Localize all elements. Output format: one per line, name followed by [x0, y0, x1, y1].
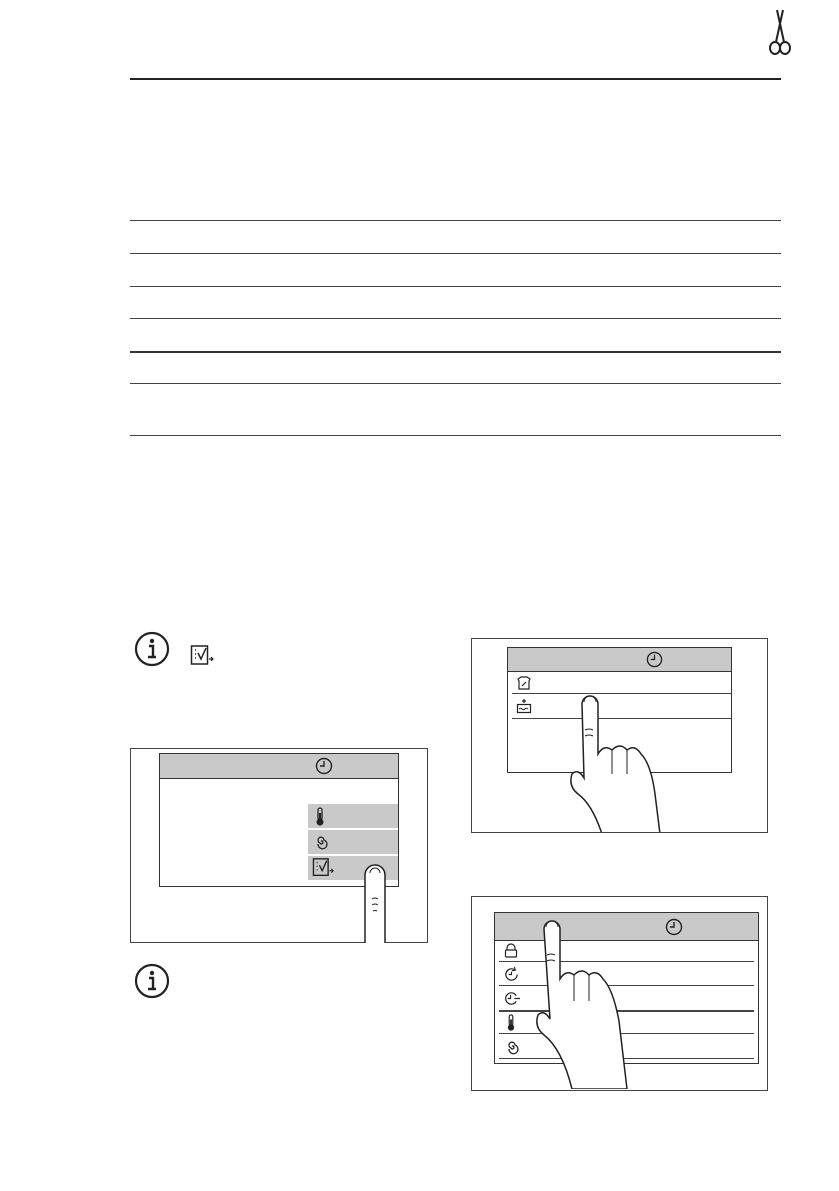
display-header — [508, 648, 731, 672]
thermometer-icon — [313, 807, 327, 827]
display-header — [160, 754, 398, 779]
info-icon — [133, 630, 171, 668]
figure-favourite-program — [130, 748, 428, 943]
favourite-program-icon — [312, 857, 336, 879]
end-time-icon[interactable] — [503, 990, 521, 1007]
figure-cleaning-menu — [471, 638, 768, 833]
figure-options-menu — [471, 896, 768, 1091]
duration-icon[interactable] — [503, 966, 520, 983]
descaling-icon[interactable] — [516, 698, 532, 714]
table-row-rule — [130, 383, 781, 384]
scissors-icon — [766, 8, 794, 56]
table-row-rule — [130, 253, 781, 254]
table-row-rule — [130, 286, 781, 287]
fan-heating-icon[interactable] — [504, 1039, 520, 1055]
table-row-rule — [130, 220, 781, 221]
table-row-rule — [130, 318, 781, 319]
table-row-rule — [130, 351, 781, 353]
steam-cleaning-icon[interactable] — [516, 675, 532, 691]
thermometer-icon[interactable] — [504, 1014, 518, 1032]
hand-pointer — [528, 919, 658, 1089]
table-top-rule — [130, 78, 781, 80]
hand-pointer — [562, 694, 672, 832]
table-bottom-rule — [130, 435, 781, 436]
lock-icon[interactable] — [503, 943, 519, 959]
favourite-program-icon — [190, 644, 216, 668]
clock-icon — [646, 651, 663, 668]
info-icon — [133, 962, 171, 1000]
clock-icon — [315, 757, 333, 775]
fan-heating-icon — [313, 834, 329, 850]
clock-icon — [665, 918, 683, 936]
finger-pointer — [361, 861, 391, 943]
